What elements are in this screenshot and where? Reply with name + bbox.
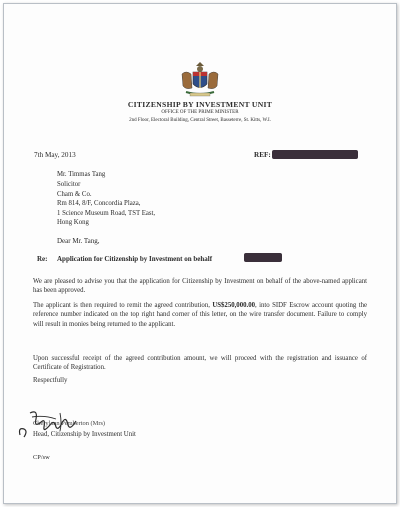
subject-label: Re:	[37, 255, 48, 263]
recipient-line: 1 Science Museum Road, TST East,	[57, 210, 156, 217]
body-paragraph-2	[33, 301, 367, 329]
subject-redaction	[244, 253, 282, 262]
paragraph-text: , into SIDF Escrow account quoting the reference number indicated on the top right hand corner of this letter, on the wire transfer document. Failure to comply will result in monies being returned to the applicant.	[33, 302, 368, 328]
reference-redaction	[272, 150, 358, 159]
coat-of-arms-icon	[178, 60, 222, 98]
address-line: 2nd Floor, Electoral Building, Central Street, Basseterre, St. Kitts, W.I.	[129, 118, 271, 123]
salutation: Dear Mr. Tang,	[57, 237, 100, 245]
letter-date: 7th May, 2013	[34, 151, 76, 159]
paragraph-text: The applicant is then required to remit the agreed contribution,	[33, 302, 210, 309]
unit-title: CITIZENSHIP BY INVESTMENT UNIT	[127, 100, 273, 109]
subject-line: Application for Citizenship by Investment on behalf	[57, 255, 213, 263]
contribution-amount: US$250,000.00	[212, 302, 256, 309]
sign-off: Respectfully	[33, 377, 68, 384]
signer-name: Cherylann Pemberton (Mrs)	[33, 420, 106, 427]
body-paragraph-3: Upon successful receipt of the agreed contribution amount, we will proceed with the registration and issuance of Certificate of Registration.	[33, 355, 367, 372]
reference-label: REF:	[254, 151, 271, 159]
recipient-line: Mr. Timmas Tang	[57, 171, 106, 178]
recipient-line: Rm 814, 8/F, Concordia Plaza,	[57, 200, 141, 207]
recipient-line: Hong Kong	[57, 219, 89, 226]
recipient-line: Cham & Co.	[57, 191, 92, 198]
reference-initials: CP/sw	[33, 454, 50, 461]
signer-title: Head, Citizenship by Investment Unit	[33, 431, 136, 438]
recipient-line: Solicitor	[57, 181, 81, 188]
body-paragraph-1: We are pleased to advise you that the application for Citizenship by Investment on behalf of the above-named applicant has been approved.	[33, 278, 367, 295]
office-line: OFFICE OF THE PRIME MINISTER	[161, 110, 239, 115]
